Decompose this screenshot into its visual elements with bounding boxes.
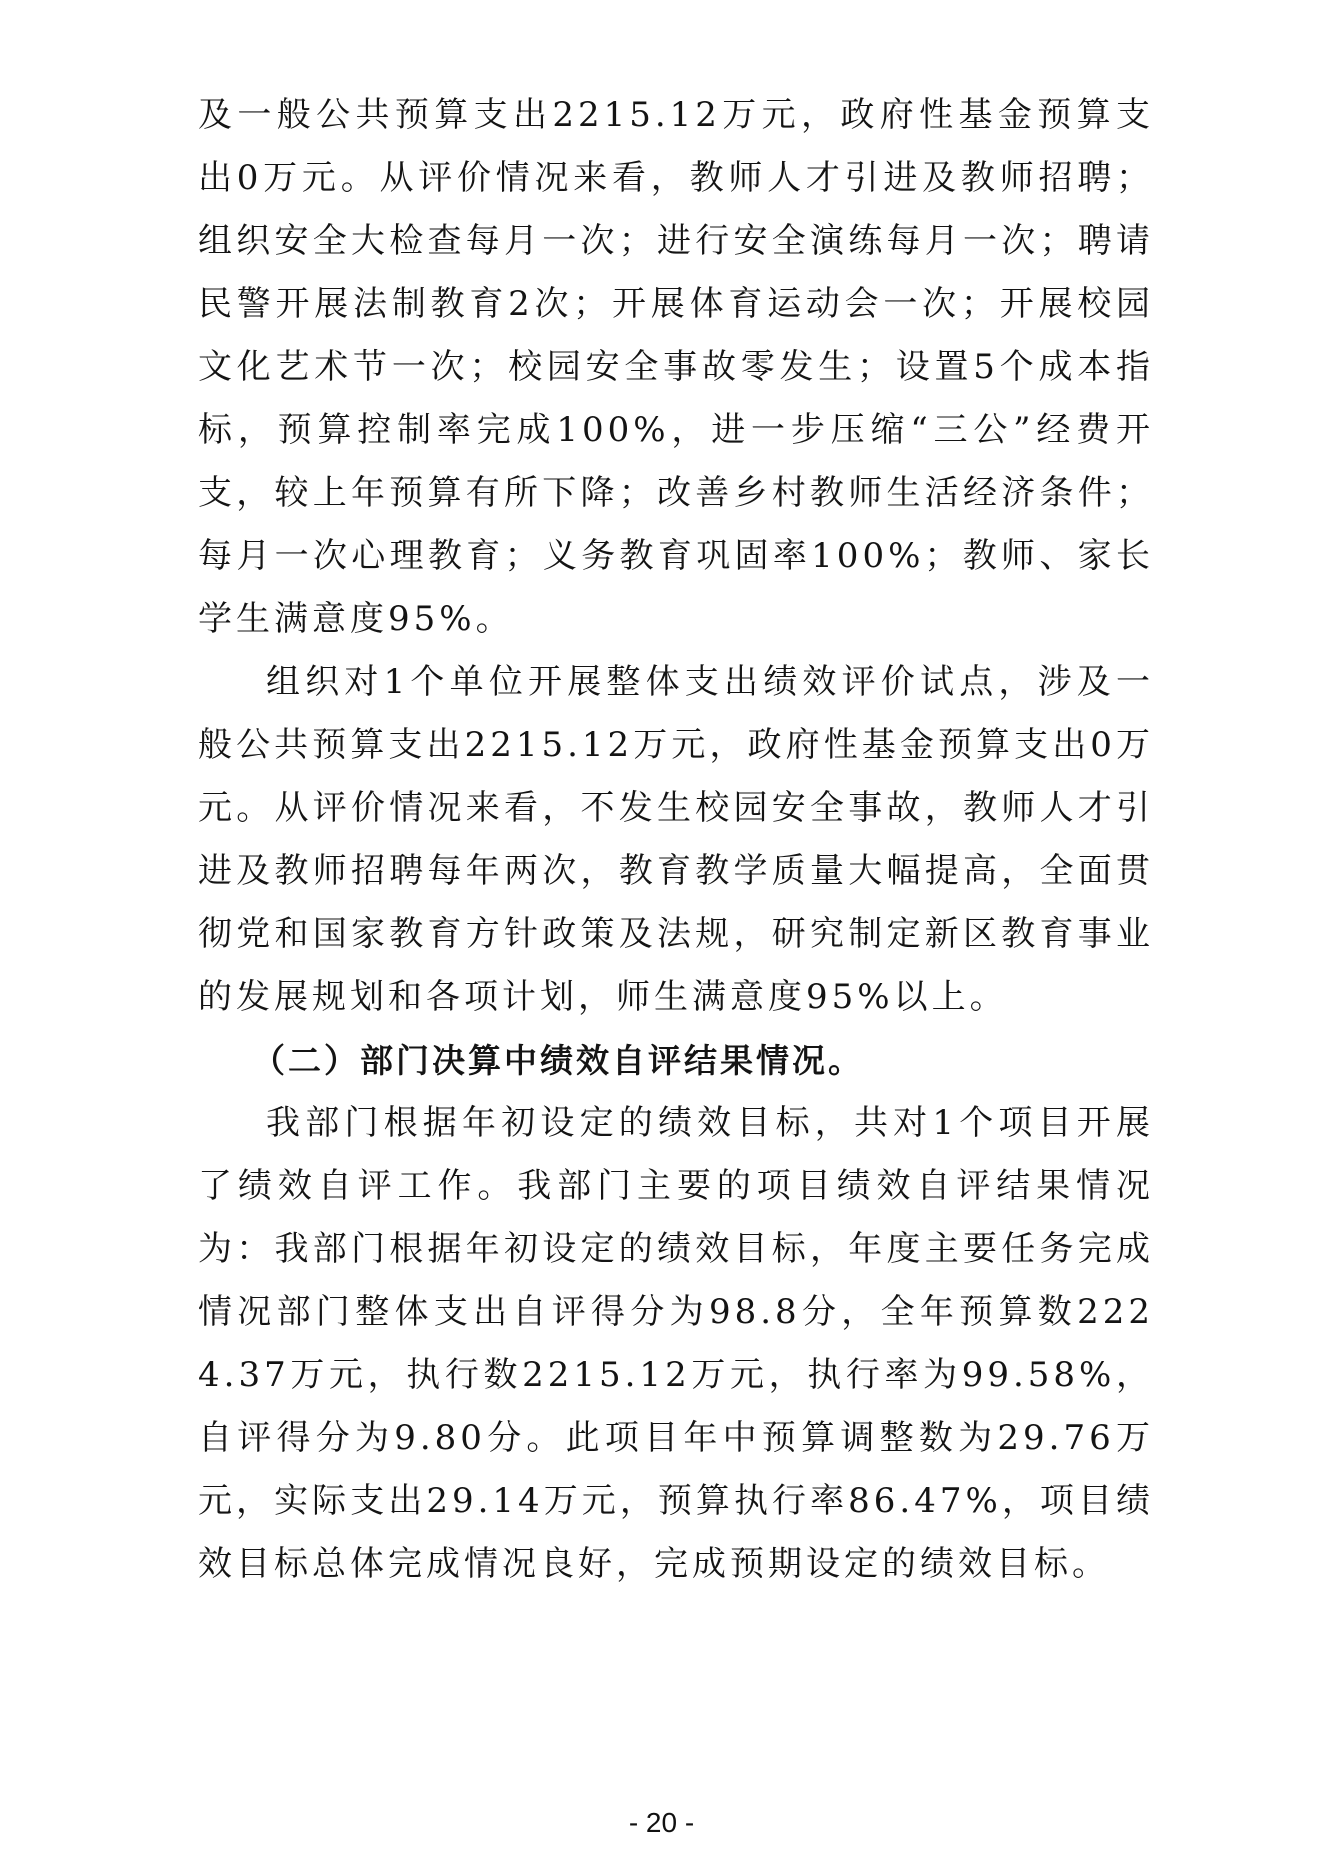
paragraph-continuation: 及一般公共预算支出2215.12万元，政府性基金预算支出0万元。从评价情况来看，教师人才引进及教师招聘；组织安全大检查每月一次；进行安全演练每月一次；聘请民警开展法制教育2次；开展体育运动会一次；开展校园文化艺术节一次；校园安全事故零发生；设置5个成本指标，预算控制率完成100%，进一步压缩“三公”经费开支，较上年预算有所下降；改善乡村教师生活经济条件；每月一次心理教育；义务教育巩固率100%；教师、家长学生满意度95%。 bbox=[198, 95, 1154, 639]
paragraph-overall-evaluation: 组织对1个单位开展整体支出绩效评价试点，涉及一般公共预算支出2215.12万元，政府性基金预算支出0万元。从评价情况来看，不发生校园安全事故，教师人才引进及教师招聘每年两次，教育教学质量大幅提高，全面贯彻党和国家教育方针政策及法规，研究制定新区教育事业的发展规划和各项计划，师生满意度95%以上。 bbox=[198, 662, 1154, 1017]
page-number: - 20 - bbox=[628, 1807, 695, 1838]
paragraph-self-evaluation: 我部门根据年初设定的绩效目标，共对1个项目开展了绩效自评工作。我部门主要的项目绩效自评结果情况为：我部门根据年初设定的绩效目标，年度主要任务完成情况部门整体支出自评得分为98.8分，全年预算数2224.37万元，执行数2215.12万元，执行率为99.58%，自评得分为9.80分。此项目年中预算调整数为29.76万元，实际支出29.14万元，预算执行率86.47%，项目绩效目标总体完成情况良好，完成预期设定的绩效目标。 bbox=[198, 1103, 1154, 1584]
section-heading: （二）部门决算中绩效自评结果情况。 bbox=[252, 1041, 864, 1080]
document-body bbox=[198, 84, 1154, 1596]
